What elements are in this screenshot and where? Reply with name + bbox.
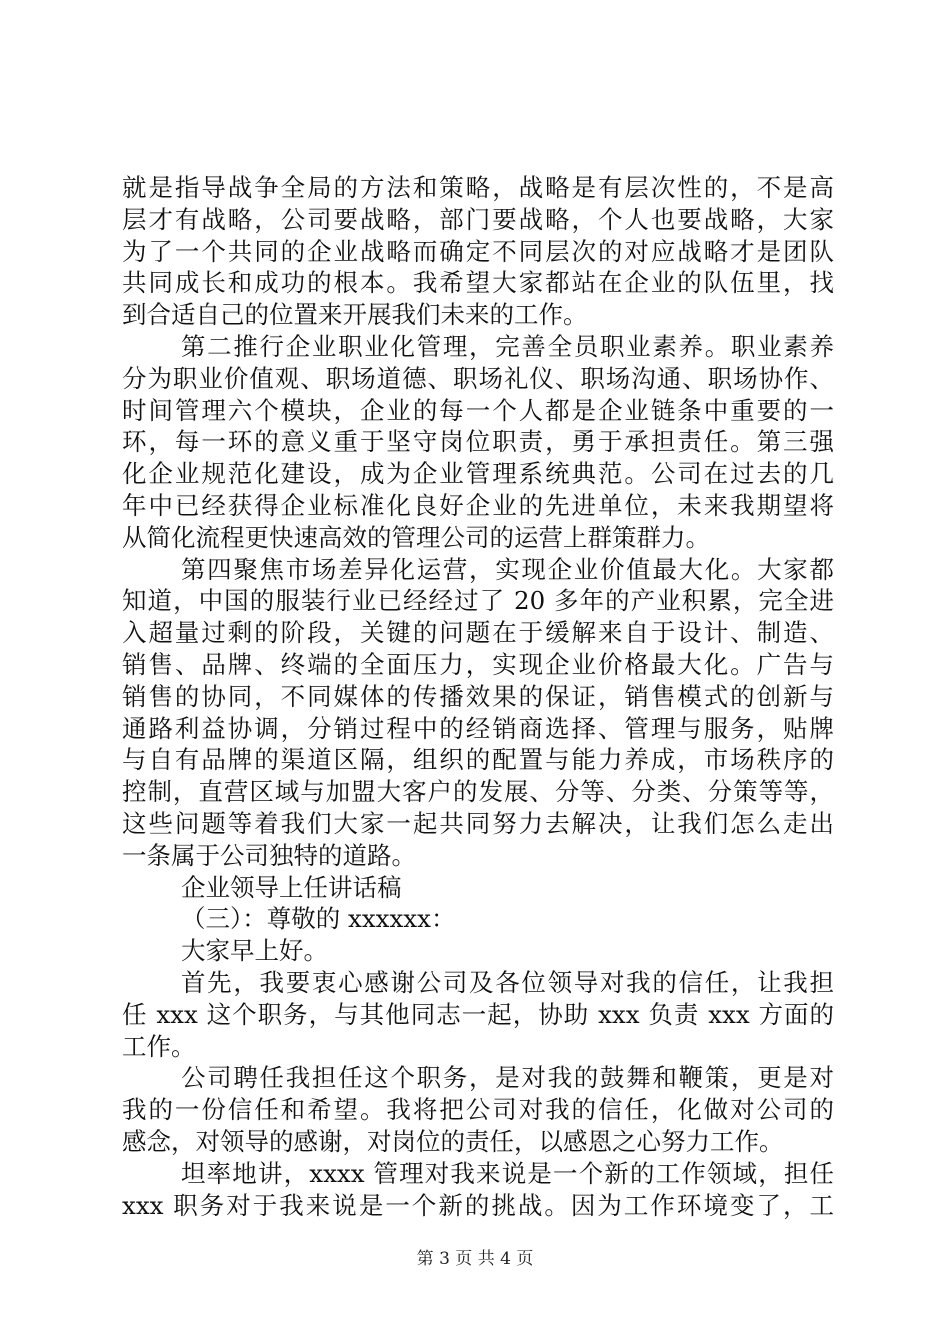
text-line: 公司聘任我担任这个职务，是对我的鼓舞和鞭策，更是对 [181, 1063, 834, 1093]
text-line: 这些问题等着我们大家一起共同努力去解决，让我们怎么走出 [122, 808, 834, 838]
text-line: 到合适自己的位置来开展我们未来的工作。 [122, 300, 588, 330]
text-line: 化企业规范化建设，成为企业管理系统典范。公司在过去的几 [122, 459, 834, 489]
text-line: 第二推行企业职业化管理，完善全员职业素养。职业素养 [181, 331, 834, 361]
text-line: 就是指导战争全局的方法和策略，战略是有层次性的，不是高 [122, 173, 834, 202]
text-line: 销售、品牌、终端的全面压力，实现企业价格最大化。广告与 [122, 649, 834, 679]
text-line: 坦率地讲，xxxx 管理对我来说是一个新的工作领域，担任 [181, 1158, 834, 1188]
greeting: 大家早上好。 [181, 936, 328, 966]
text-line: 知道，中国的服装行业已经经过了 20 多年的产业积累，完全进 [122, 586, 834, 616]
section-title: 企业领导上任讲话稿 [181, 872, 402, 902]
text-line: 我的一份信任和希望。我将把公司对我的信任，化做对公司的 [122, 1095, 834, 1125]
text-line: 分为职业价值观、职场道德、职场礼仪、职场沟通、职场协作、 [122, 363, 834, 393]
page-number-footer: 第 3 页 共 4 页 [416, 1249, 534, 1269]
text-line: 年中已经获得企业标准化良好企业的先进单位，未来我期望将 [122, 490, 834, 520]
text-line: 通路利益协调，分销过程中的经销商选择、管理与服务，贴牌 [122, 713, 834, 743]
text-line: 环，每一环的意义重于坚守岗位职责，勇于承担责任。第三强 [122, 427, 834, 457]
text-line: 共同成长和成功的根本。我希望大家都站在企业的队伍里，找 [122, 268, 834, 298]
text-line: 从简化流程更快速高效的管理公司的运营上群策群力。 [122, 522, 710, 552]
text-line: 入超量过剩的阶段，关键的问题在于缓解来自于设计、制造、 [122, 618, 834, 648]
document-body [122, 172, 834, 1221]
text-line: 层才有战略，公司要战略，部门要战略，个人也要战略，大家 [122, 204, 834, 234]
text-line: 控制，直营区域与加盟大客户的发展、分等、分类、分策等等， [122, 777, 834, 807]
text-line: 任 xxx 这个职务，与其他同志一起，协助 xxx 负责 xxx 方面的 [122, 999, 834, 1029]
text-line: xxx 职务对于我来说是一个新的挑战。因为工作环境变了，工 [122, 1190, 834, 1220]
text-line: 第四聚焦市场差异化运营，实现企业价值最大化。大家都 [181, 554, 834, 584]
text-line: 一条属于公司独特的道路。 [122, 840, 416, 870]
text-line: 与自有品牌的渠道区隔，组织的配置与能力养成，市场秩序的 [122, 745, 834, 775]
text-line: 工作。 [122, 1031, 196, 1061]
text-line: 时间管理六个模块，企业的每一个人都是企业链条中重要的一 [122, 395, 834, 425]
salutation: （三）：尊敬的 xxxxxx： [181, 904, 456, 934]
text-line: 感念，对领导的感谢，对岗位的责任，以感恩之心努力工作。 [122, 1126, 784, 1156]
text-line: 首先，我要衷心感谢公司及各位领导对我的信任，让我担 [181, 967, 834, 997]
text-line: 销售的协同，不同媒体的传播效果的保证，销售模式的创新与 [122, 681, 834, 711]
text-line: 为了一个共同的企业战略而确定不同层次的对应战略才是团队 [122, 236, 834, 266]
